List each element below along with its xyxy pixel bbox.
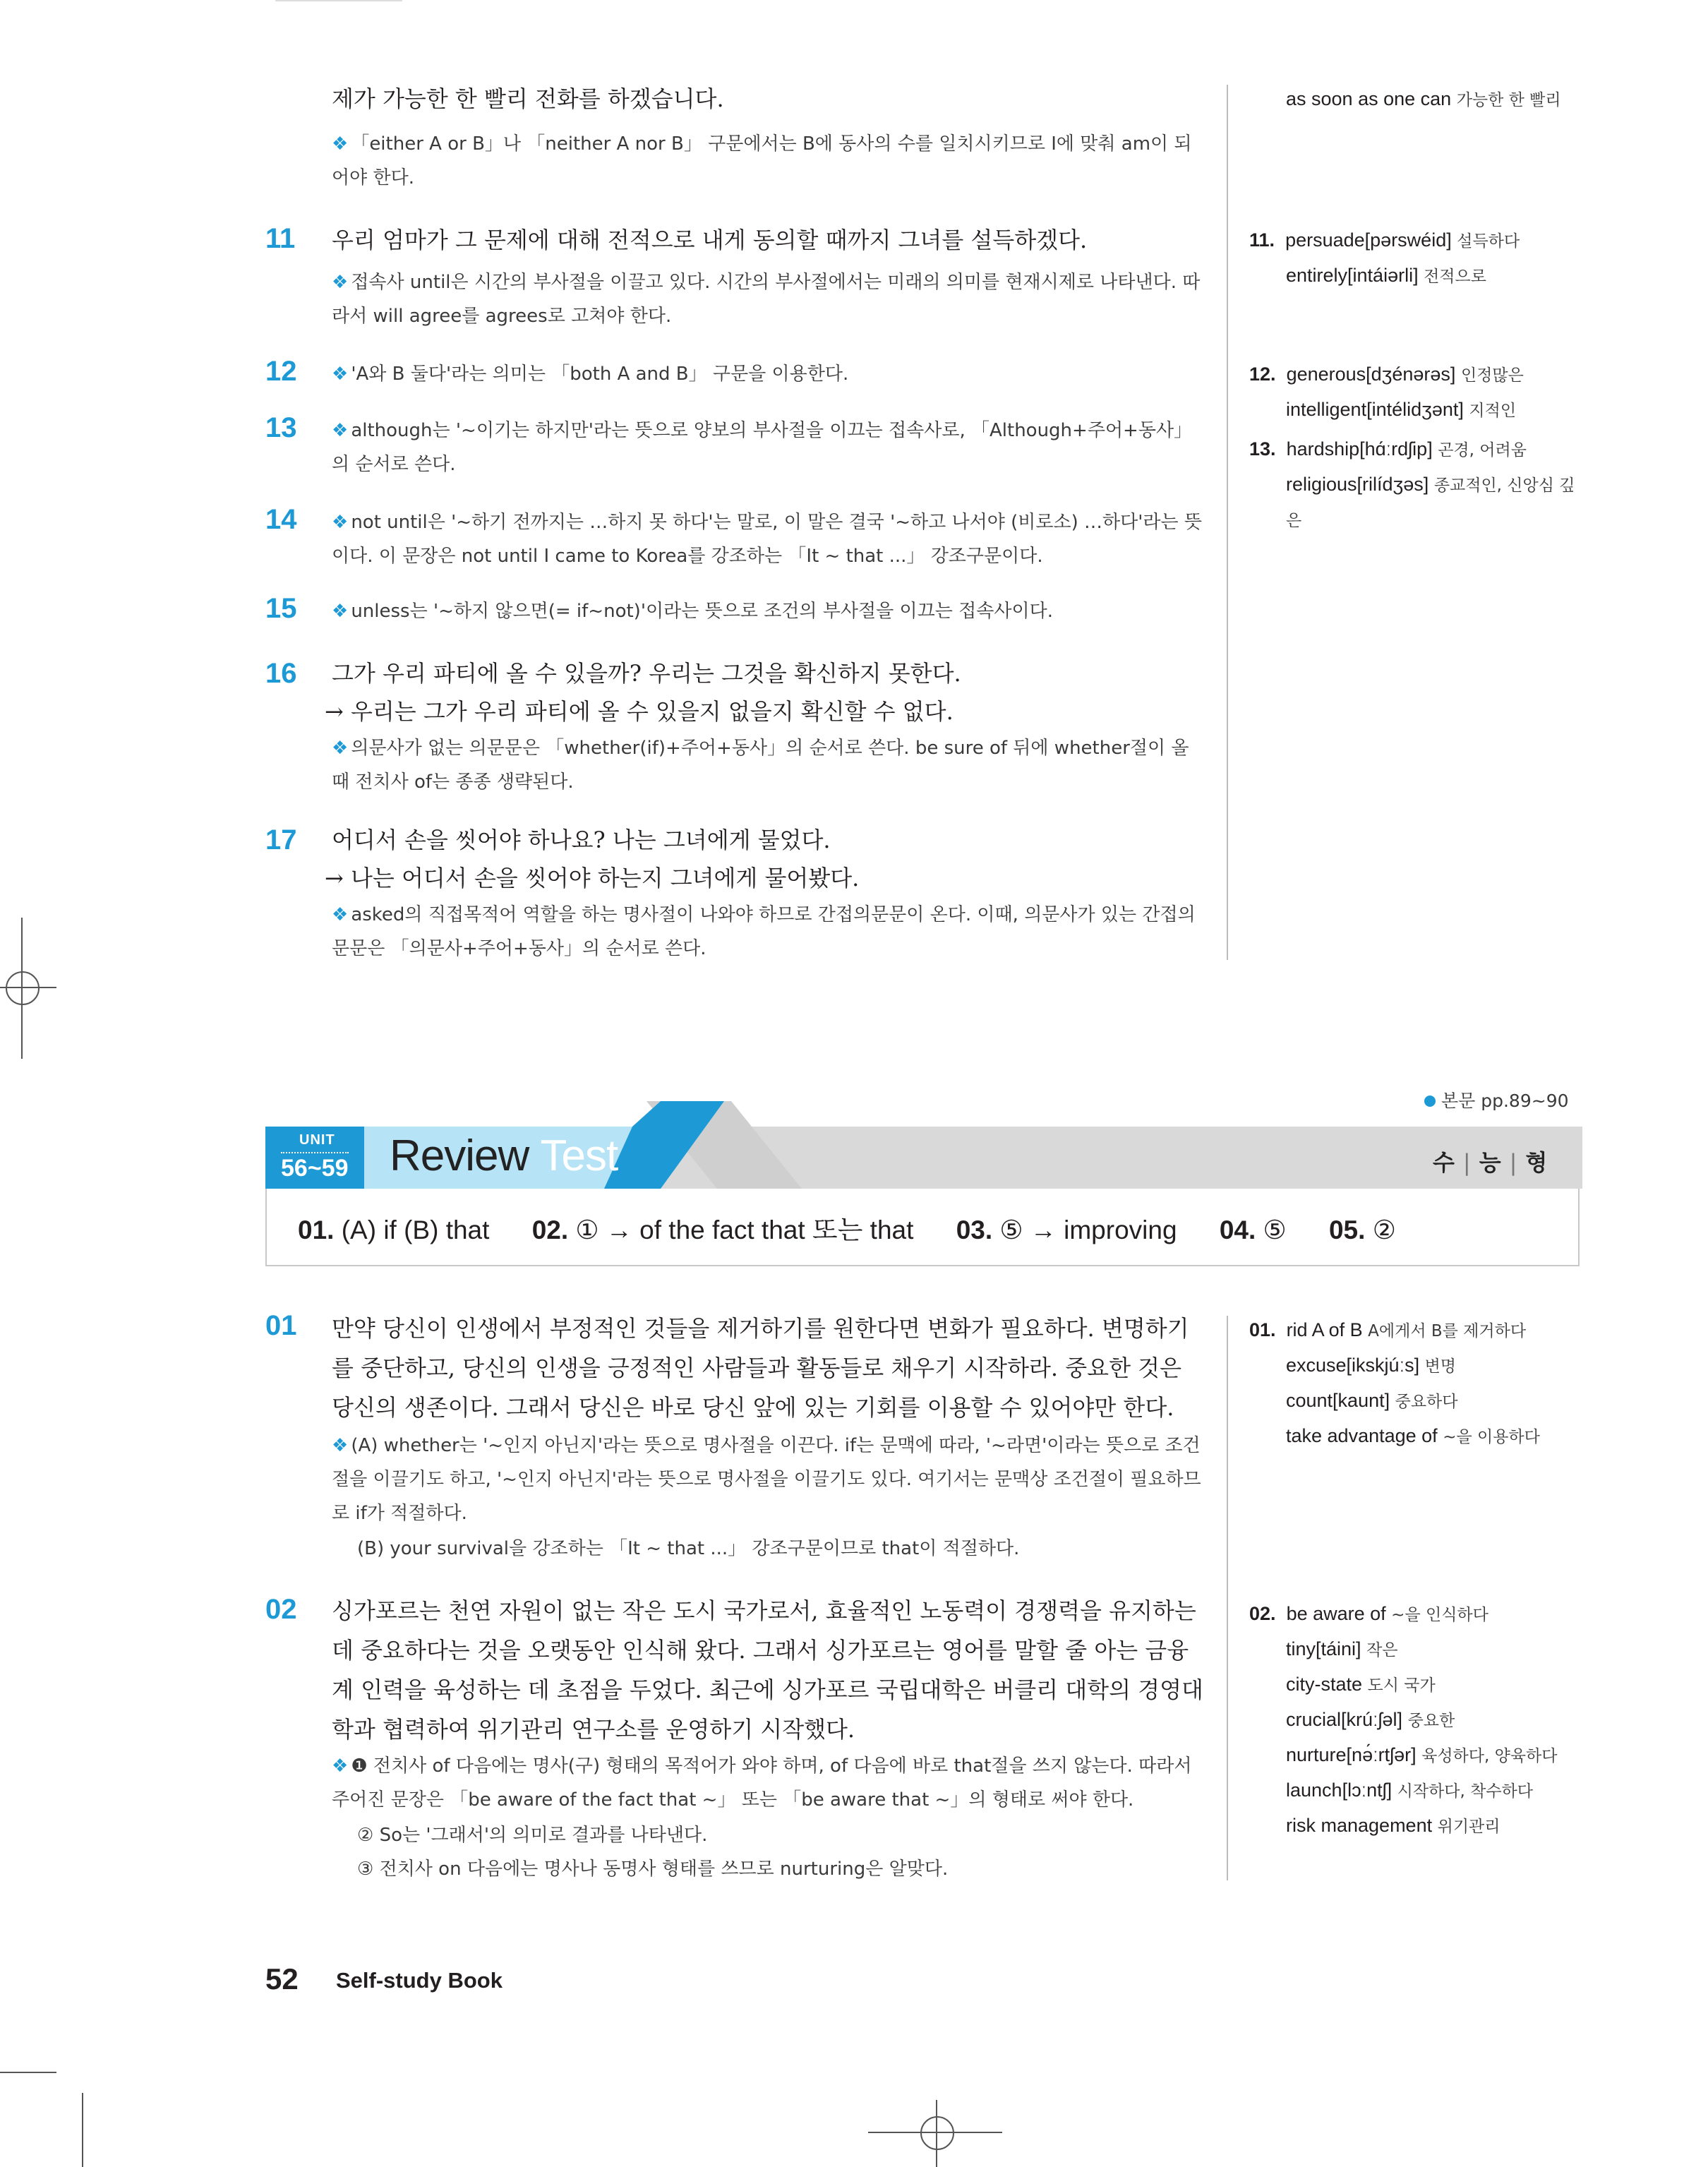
q01-note-b: (B) your survival을 강조하는 「It ~ that ...」 강조구문이므로 that이 적절하다. <box>357 1538 1020 1559</box>
diamond-icon: ❖ <box>332 512 349 533</box>
q01-note-a: ❖ (A) whether는 '~인지 아닌지'라는 뜻으로 명사절을 이끈다. if는 문맥에 따라, '~라면'이라는 뜻으로 조건절을 이끌기도 하고, '~인지 아닌지'라는 뜻으로 명사절을 이끌기도 있다. 여기서는 문맥상 조건절이 필요하므로 if가 적절하다. <box>332 1435 1201 1524</box>
item-14-note: ❖ not until은 '~하기 전까지는 …하지 못 하다'는 말로, 이 말은 결국 '~하고 나서야 (비로소) …하다'라는 뜻이다. 이 문장은 not until I came to Korea를 강조하는 「It ~ that ...」 강조구문이다. <box>332 512 1203 567</box>
answer-03: 03. ⑤ → improving <box>956 1215 1177 1244</box>
item-11-translation: 우리 엄마가 그 문제에 대해 전적으로 내게 동의할 때까지 그녀를 설득하겠다. <box>332 227 1088 253</box>
item-number: 17 <box>265 824 297 856</box>
diamond-icon: ❖ <box>332 133 349 155</box>
q02-note-1: ❖ ❶ 전치사 of 다음에는 명사(구) 형태의 목적어가 와야 하며, of 다음에 바로 that절을 쓰지 않는다. 따라서 주어진 문장은 「be aware of the fact that ~」 또는 「be aware that ~」의 형태로 써야 한다. <box>332 1755 1192 1811</box>
unit-label: UNIT <box>299 1132 335 1148</box>
book-title: Self-study Book <box>336 1968 503 1993</box>
item-number: 16 <box>265 658 297 689</box>
q01-translation: 만약 당신이 인생에서 부정적인 것들을 제거하기를 원한다면 변화가 필요하다. 변명하기를 중단하고, 당신의 인생을 긍정적인 사람들과 활동들로 채우기 시작하라. 중요한 것은 당신의 생존이다. 그래서 당신은 바로 당신 앞에 있는 기회를 이용할 수 있어야만 한다. <box>332 1315 1189 1421</box>
diamond-icon: ❖ <box>332 738 349 759</box>
answer-01: 01. (A) if (B) that <box>298 1215 490 1244</box>
vocab-10: as soon as one can 가능한 한 빨리 <box>1286 88 1561 109</box>
q02-translation: 싱가포르는 천연 자원이 없는 작은 도시 국가로서, 효율적인 노동력이 경쟁력을 유지하는 데 중요하다는 것을 오랫동안 인식해 왔다. 그래서 싱가포르는 영어를 말할 줄 아는 금융계 인력을 육성하는 데 초점을 두었다. 최근에 싱가포르 국립대학은 버클리 대학의 경영대학과 협력하여 위기관리 연구소를 운영하기 시작했다. <box>332 1597 1203 1743</box>
item-16-translation-2: → 우리는 그가 우리 파티에 올 수 있을지 없을지 확신할 수 없다. <box>325 698 954 725</box>
item-17-translation: 어디서 손을 씻어야 하나요? 나는 그녀에게 물었다. <box>332 827 831 853</box>
answer-04: 04. ⑤ <box>1219 1215 1287 1244</box>
item-16-translation: 그가 우리 파티에 올 수 있을까? 우리는 그것을 확신하지 못한다. <box>332 660 961 687</box>
answer-05: 05. ② <box>1328 1215 1396 1244</box>
q02-note-3: ③ 전치사 on 다음에는 명사나 동명사 형태를 쓰므로 nurturing은 알맞다. <box>357 1859 949 1880</box>
crop-mark <box>868 2132 1002 2133</box>
answer-02: 02. ① → of the fact that 또는 that <box>531 1215 914 1244</box>
vocab-12: 12. generous[dʒénərəs] 인정많은 intelligent[intélidʒənt] 지적인 <box>1249 364 1524 420</box>
column-divider <box>1227 1316 1228 1880</box>
item-12-note: ❖ 'A와 B 둘다'라는 의미는 「both A and B」 구문을 이용한다. <box>332 364 849 385</box>
item-16-note: ❖ 의문사가 없는 의문문은 「whether(if)+주어+동사」의 순서로 쓴다. be sure of 뒤에 whether절이 올 때 전치사 of는 종종 생략된다. <box>332 738 1189 793</box>
diamond-icon: ❖ <box>332 364 349 385</box>
diamond-icon: ❖ <box>332 420 349 441</box>
review-title: Review Test <box>390 1131 618 1180</box>
crop-mark <box>0 2072 56 2073</box>
exam-type-tag: 수 | 능 | 형 <box>1433 1149 1548 1176</box>
item-number: 14 <box>265 504 297 535</box>
column-divider <box>1227 85 1228 960</box>
crop-mark <box>82 2093 83 2167</box>
diamond-icon: ❖ <box>332 904 349 925</box>
question-number: 02 <box>265 1594 297 1625</box>
item-number: 15 <box>265 593 297 624</box>
crop-mark <box>936 2100 937 2167</box>
q02-note-2: ② So는 '그래서'의 의미로 결과를 나타낸다. <box>357 1825 708 1846</box>
vocab-q02: 02. be aware of ~을 인식하다 tiny[táini] 작은 city-state 도시 국가 crucial[krúːʃəl] 중요한 nurture[nə́ːrtʃər] 육성하다, 양육하다 launch[lɔːntʃ] 시작하다, 착수하다 risk management 위기관리 <box>1249 1603 1558 1836</box>
item-number: 11 <box>265 223 296 254</box>
page-number: 52 <box>265 1962 299 1995</box>
item-number: 13 <box>265 412 297 443</box>
question-number: 01 <box>265 1310 297 1341</box>
item-11-note: ❖ 접속사 until은 시간의 부사절을 이끌고 있다. 시간의 부사절에서는 미래의 의미를 현재시제로 나타낸다. 따라서 will agree를 agrees로 고쳐야 한다. <box>332 272 1201 327</box>
vocab-11: 11. persuade[pərswéid] 설득하다 entirely[intáiərli] 전적으로 <box>1249 229 1520 286</box>
diamond-icon: ❖ <box>332 1755 349 1777</box>
diamond-icon: ❖ <box>332 272 349 293</box>
item-number: 12 <box>265 356 297 387</box>
item-13-note: ❖ although는 '~이기는 하지만'라는 뜻으로 양보의 부사절을 이끄는 접속사로, 「Although+주어+동사」의 순서로 쓴다. <box>332 420 1193 475</box>
item-15-note: ❖ unless는 '~하지 않으면(= if~not)'이라는 뜻으로 조건의 부사절을 이끄는 접속사이다. <box>332 601 1053 622</box>
registration-circle <box>6 971 40 1005</box>
registration-circle <box>920 2116 954 2150</box>
note-10: ❖ 「either A or B」나 「neither A nor B」 구문에서는 B에 동사의 수를 일치시키므로 I에 맞춰 am이 되어야 한다. <box>332 133 1192 188</box>
diamond-icon: ❖ <box>332 601 349 622</box>
answer-10-tail: 제가 가능한 한 빨리 전화를 하겠습니다. <box>332 85 724 112</box>
diamond-icon: ❖ <box>332 1435 349 1456</box>
item-17-translation-2: → 나는 어디서 손을 씻어야 하는지 그녀에게 물어봤다. <box>325 865 860 892</box>
item-17-note: ❖ asked의 직접목적어 역할을 하는 명사절이 나와야 하므로 간접의문문이 온다. 이때, 의문사가 있는 간접의문문은 「의문사+주어+동사」의 순서로 쓴다. <box>332 904 1196 959</box>
crop-mark <box>275 0 402 1</box>
vocab-13: 13. hardship[hɑ́ːrdʃip] 곤경, 어려움 religious[rilídʒəs] 종교적인, 신앙심 깊은 <box>1249 438 1575 530</box>
unit-range: 56~59 <box>281 1152 349 1182</box>
vocab-q01: 01. rid A of B A에게서 B를 제거하다 excuse[ikskjúːs] 변명 count[kaunt] 중요하다 take advantage of ~을 이용하다 <box>1249 1319 1540 1446</box>
answer-key <box>298 1208 1396 1247</box>
page-reference: 본문 pp.89~90 <box>1424 1087 1569 1112</box>
